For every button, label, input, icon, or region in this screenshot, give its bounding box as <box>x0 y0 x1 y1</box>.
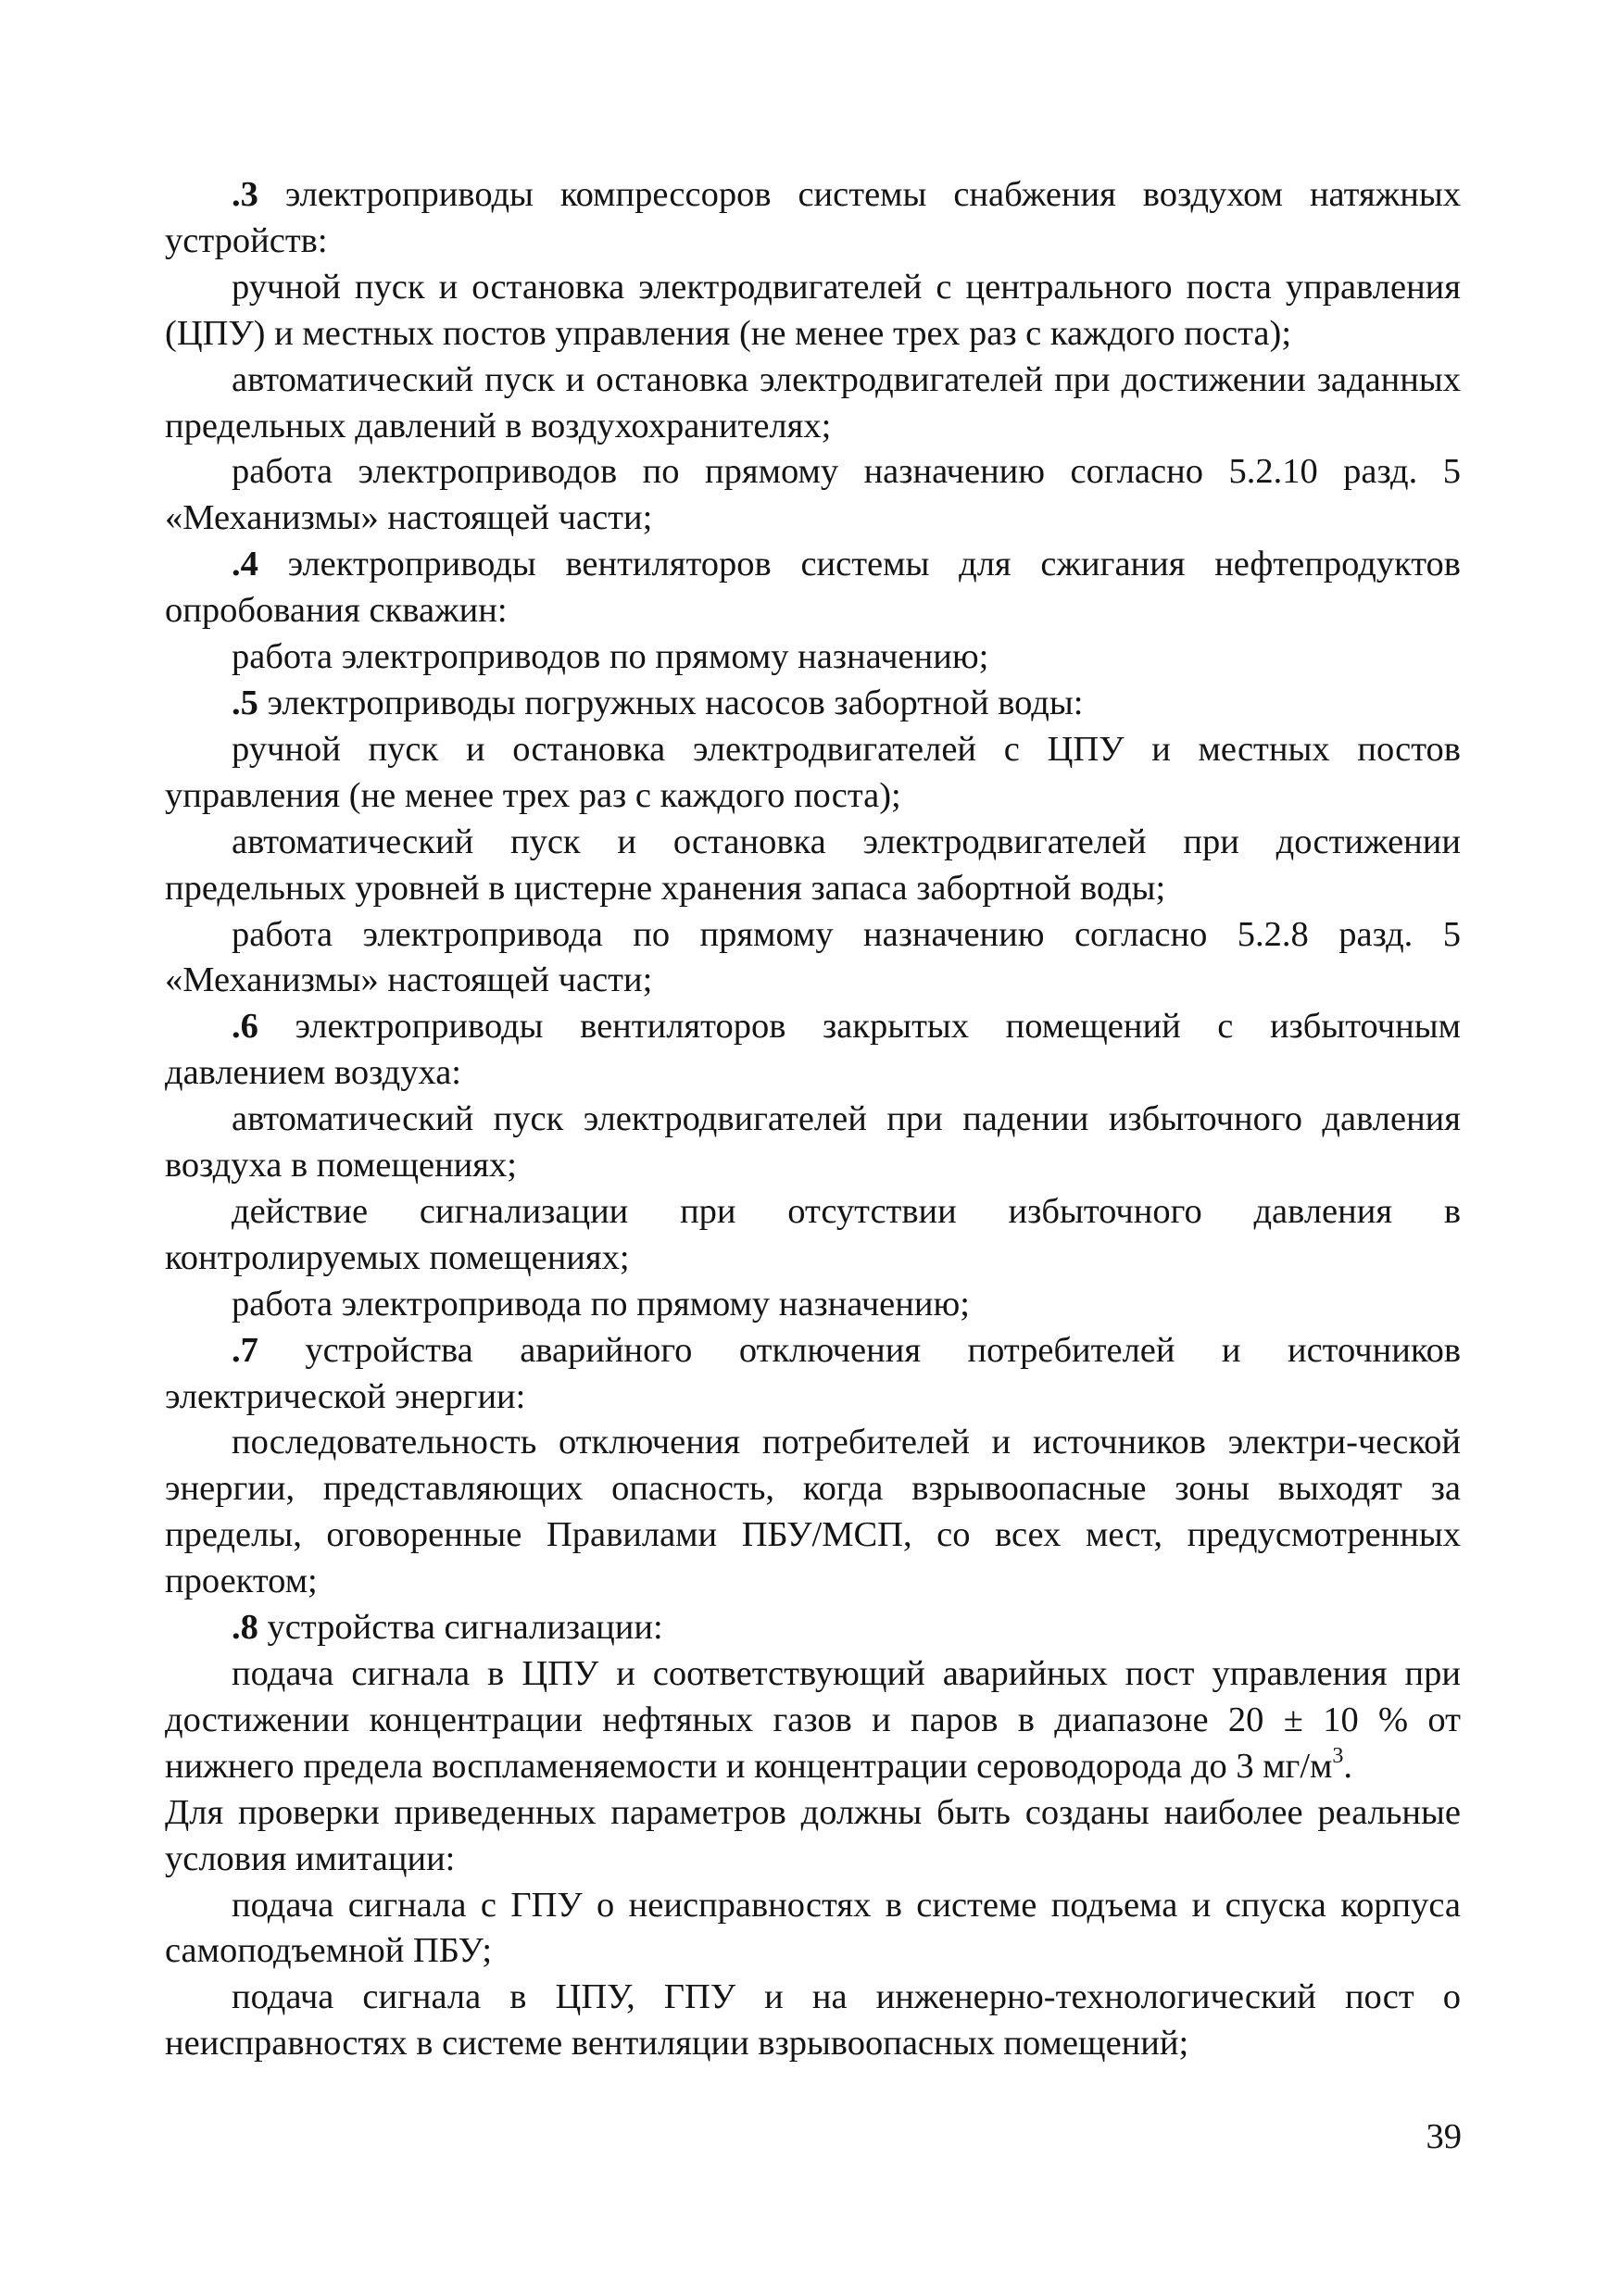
item-text: устройства сигнализации: <box>258 1608 663 1648</box>
paragraph: автоматический пуск и остановка электродвигателей при достижении предельных уровней в цистерне хранения запаса забортной воды; <box>165 822 1461 908</box>
paragraph-text: подача сигнала в ЦПУ и соответствующий аварийных пост управления при достижении концентрации нефтяных газов и паров в диапазоне 20 ± 10 % от нижнего предела воспламеняемости и концентрации сероводорода до 3 мг/м <box>165 1654 1461 1786</box>
page-number: 39 <box>1426 2117 1462 2156</box>
item-3-heading <box>165 172 1461 265</box>
item-number: .5 <box>232 683 258 722</box>
item-7-heading <box>165 1328 1461 1421</box>
paragraph: автоматический пуск электродвигателей при падении избыточного давления воздуха в помещениях; <box>165 1099 1461 1186</box>
item-text: устройства аварийного отключения потребителей и источников электрической энергии: <box>165 1330 1461 1416</box>
paragraph-tail: . <box>1343 1746 1353 1786</box>
paragraph: ручной пуск и остановка электродвигателей с центрального поста управления (ЦПУ) и местных постов управления (не менее трех раз с каждого поста); <box>165 267 1461 353</box>
paragraph <box>165 1651 1461 1790</box>
item-text: электроприводы погружных насосов забортной воды: <box>258 683 1084 722</box>
paragraph: Для проверки приведенных параметров должны быть созданы наиболее реальные условия имитации: <box>165 1792 1461 1878</box>
item-4-heading <box>165 542 1461 634</box>
item-6-heading <box>165 1004 1461 1097</box>
paragraph: работа электропривода по прямому назначению согласно 5.2.8 разд. 5 «Механизмы» настоящей части; <box>165 914 1461 1000</box>
item-number: .6 <box>232 1007 258 1047</box>
item-text: электроприводы компрессоров системы снабжения воздухом натяжных устройств: <box>165 175 1461 260</box>
item-number: .4 <box>232 545 258 584</box>
item-number: .3 <box>232 175 258 214</box>
paragraph: подача сигнала в ЦПУ, ГПУ и на инженерно-технологический пост о неисправностях в системе вентиляции взрывоопасных помещений; <box>165 1977 1461 2064</box>
paragraph: автоматический пуск и остановка электродвигателей при достижении заданных предельных давлений в воздухохранителях; <box>165 359 1461 445</box>
item-5-heading <box>165 681 1461 727</box>
paragraph: действие сигнализации при отсутствии избыточного давления в контролируемых помещениях; <box>165 1191 1461 1277</box>
item-number: .8 <box>232 1608 258 1648</box>
paragraph: работа электропривода по прямому назначению; <box>232 1284 970 1324</box>
paragraph: подача сигнала с ГПУ о неисправностях в системе подъема и спуска корпуса самоподъемной ПБУ; <box>165 1885 1461 1971</box>
paragraph: последовательность отключения потребителей и источников электри-ческой энергии, представляющих опасность, когда взрывоопасные зоны выходят за пределы, оговоренные Правилами ПБУ/МСП, со всех мест, предусмотренных проектом; <box>165 1423 1461 1601</box>
item-number: .7 <box>232 1330 258 1370</box>
item-text: электроприводы вентиляторов закрытых помещений с избыточным давлением воздуха: <box>165 1007 1461 1093</box>
paragraph: ручной пуск и остановка электродвигателей с ЦПУ и местных постов управления (не менее трех раз с каждого поста); <box>165 729 1461 815</box>
superscript: 3 <box>1332 1743 1344 1768</box>
paragraph: работа электроприводов по прямому назначению согласно 5.2.10 разд. 5 «Механизмы» настоящей части; <box>165 452 1461 538</box>
item-8-heading <box>165 1605 1461 1651</box>
document-body <box>165 172 1461 2067</box>
paragraph: работа электроприводов по прямому назначению; <box>232 637 989 677</box>
item-text: электроприводы вентиляторов системы для сжигания нефтепродуктов опробования скважин: <box>165 545 1461 631</box>
